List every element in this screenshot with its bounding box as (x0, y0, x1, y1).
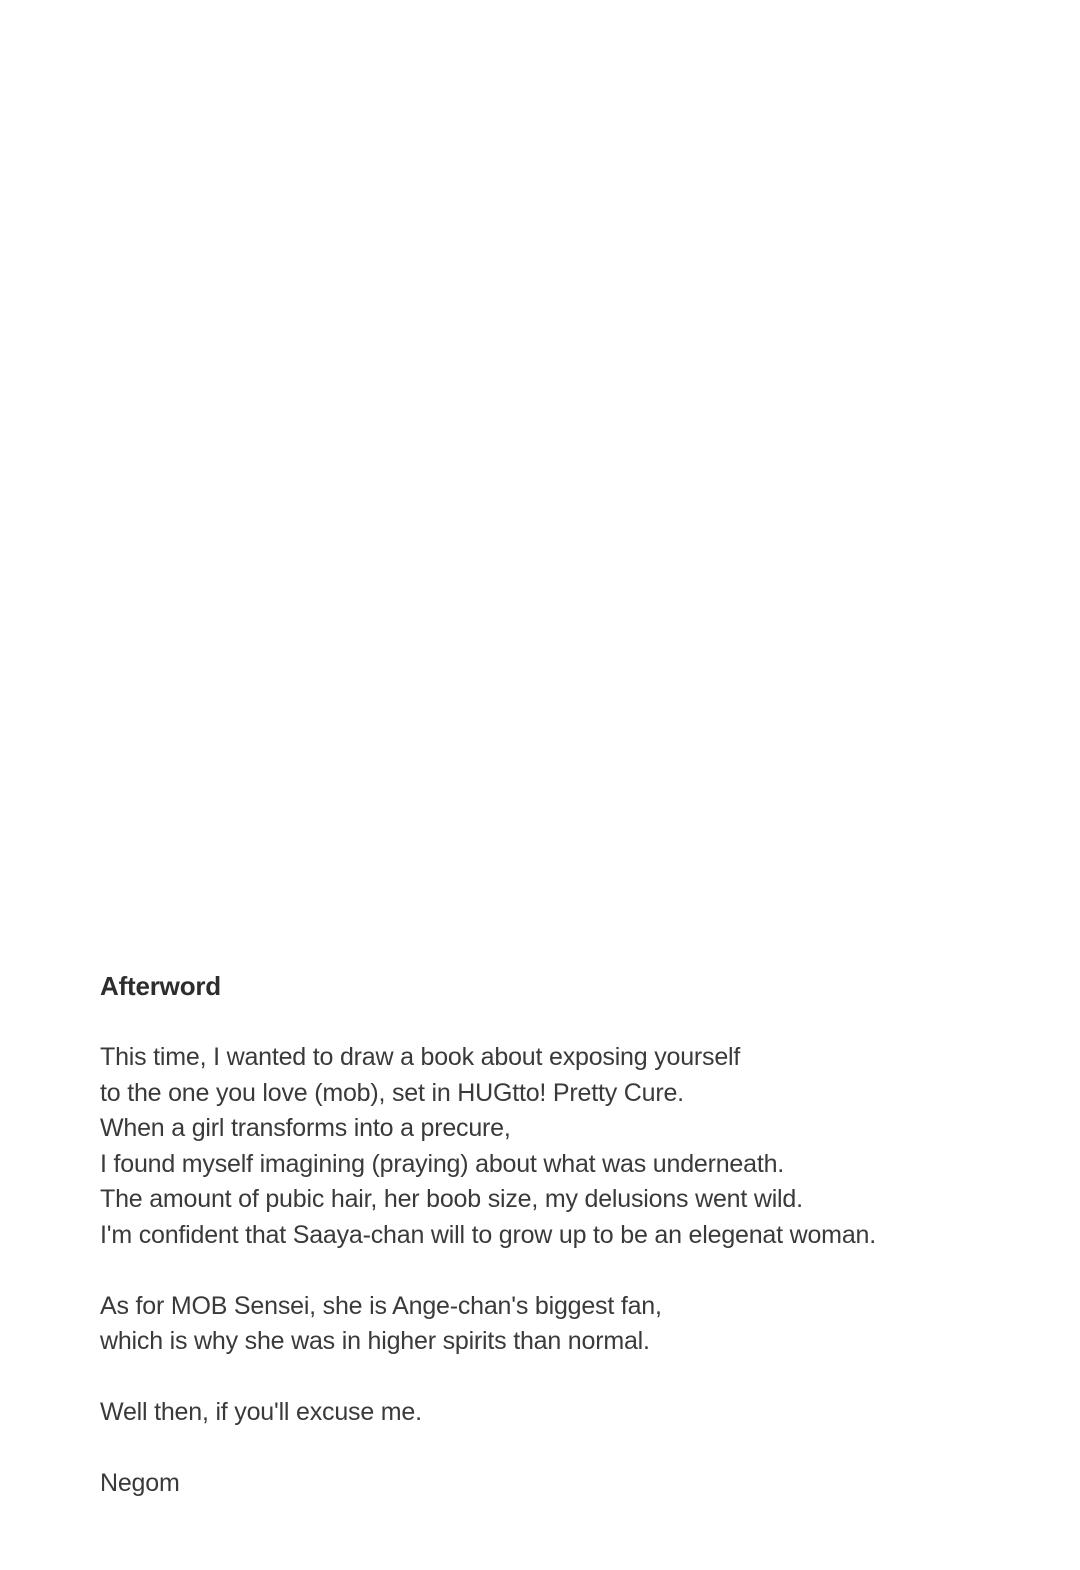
afterword-line: I found myself imagining (praying) about what was underneath. (100, 1149, 785, 1178)
afterword-line: to the one you love (mob), set in HUGtto! Pretty Cure. (100, 1078, 684, 1107)
afterword-line: The amount of pubic hair, her boob size, my delusions went wild. (100, 1185, 803, 1213)
afterword-line: which is why she was in higher spirits than normal. (100, 1327, 650, 1355)
afterword-line: As for MOB Sensei, she is Ange-chan's biggest fan, (100, 1291, 662, 1320)
afterword-heading: Afterword (100, 971, 221, 1001)
paragraph-1 (100, 1040, 1000, 1253)
afterword-line: This time, I wanted to draw a book about exposing yourself (100, 1043, 741, 1071)
afterword-text-block (100, 968, 1000, 1502)
afterword-line: When a girl transforms into a precure, (100, 1114, 511, 1142)
signature (100, 1466, 1000, 1502)
afterword-line: Well then, if you'll excuse me. (100, 1398, 422, 1426)
afterword-line: I'm confident that Saaya-chan will to grow up to be an elegenat woman. (100, 1220, 876, 1249)
author-signature: Negom (100, 1469, 180, 1497)
paragraph-2 (100, 1289, 1000, 1360)
paragraph-3 (100, 1395, 1000, 1431)
